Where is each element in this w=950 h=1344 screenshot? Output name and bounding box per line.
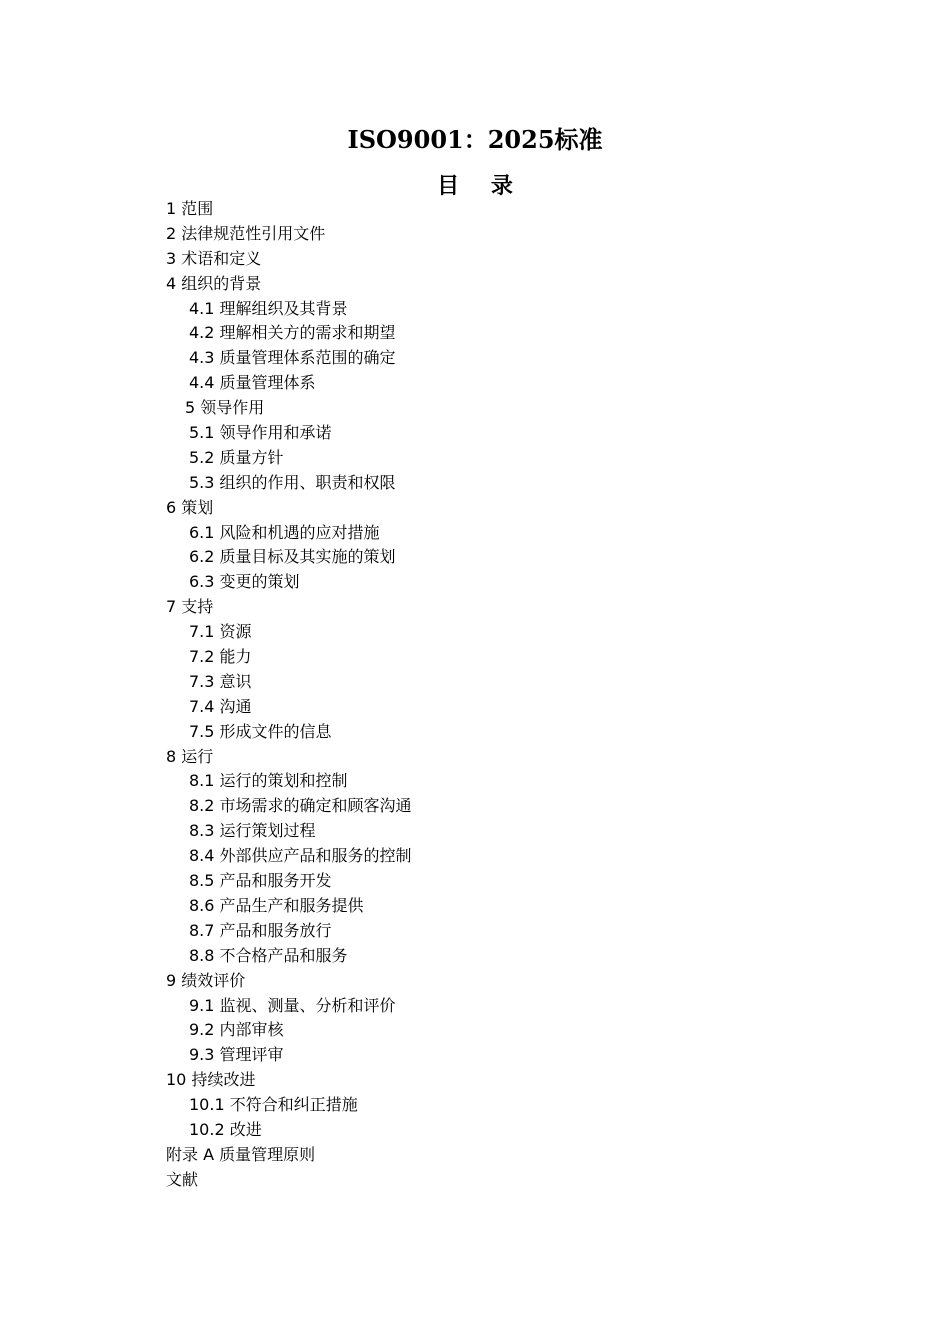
toc-section-entry: 1 范围 bbox=[166, 199, 214, 218]
toc-subsection-entry: 7.4 沟通 bbox=[189, 696, 252, 716]
toc-subsection-entry: 8.1 运行的策划和控制 bbox=[189, 771, 348, 791]
toc-section-entry: 8 运行 bbox=[166, 746, 214, 766]
toc-subsection-entry: 5.1 领导作用和承诺 bbox=[189, 423, 332, 443]
toc-subsection-entry: 6.3 变更的策划 bbox=[189, 572, 300, 592]
toc-subsection-entry: 7.2 能力 bbox=[189, 647, 252, 667]
toc-subsection-entry: 9.3 管理评审 bbox=[189, 1045, 284, 1065]
toc-subsection-entry: 8.7 产品和服务放行 bbox=[189, 920, 332, 940]
toc-subsection-entry: 8.3 运行策划过程 bbox=[189, 821, 316, 841]
toc-section-entry: 6 策划 bbox=[166, 497, 214, 517]
toc-subsection-entry: 7.3 意识 bbox=[189, 671, 252, 691]
toc-section-entry: 文献 bbox=[166, 1169, 199, 1189]
toc-subsection-entry: 8.2 市场需求的确定和顾客沟通 bbox=[189, 796, 412, 816]
toc-subsection-entry: 4.3 质量管理体系范围的确定 bbox=[189, 348, 396, 368]
toc-section-entry: 9 绩效评价 bbox=[166, 970, 246, 990]
toc-subsection-entry: 9.2 内部审核 bbox=[189, 1020, 284, 1040]
toc-subsection-entry: 5.2 质量方针 bbox=[189, 447, 284, 467]
document-title: ISO9001：2025标准 bbox=[347, 125, 603, 154]
toc-section-entry: 4 组织的背景 bbox=[166, 273, 262, 293]
toc-section-entry: 5 领导作用 bbox=[185, 398, 265, 418]
toc-heading: 目 录 bbox=[437, 173, 525, 199]
toc-section-entry: 10 持续改进 bbox=[166, 1070, 256, 1090]
toc-subsection-entry: 10.1 不符合和纠正措施 bbox=[189, 1095, 358, 1115]
toc-subsection-entry: 6.1 风险和机遇的应对措施 bbox=[189, 522, 380, 542]
toc-subsection-entry: 8.4 外部供应产品和服务的控制 bbox=[189, 846, 412, 866]
toc-subsection-entry: 10.2 改进 bbox=[189, 1119, 262, 1139]
toc-subsection-entry: 6.2 质量目标及其实施的策划 bbox=[189, 547, 396, 567]
toc-subsection-entry: 4.4 质量管理体系 bbox=[189, 373, 316, 393]
toc-section-entry: 3 术语和定义 bbox=[166, 248, 262, 268]
toc-subsection-entry: 5.3 组织的作用、职责和权限 bbox=[189, 472, 396, 492]
table-of-contents bbox=[166, 197, 412, 1193]
toc-subsection-entry: 8.6 产品生产和服务提供 bbox=[189, 895, 364, 915]
toc-subsection-entry: 8.8 不合格产品和服务 bbox=[189, 945, 348, 965]
toc-section-entry: 附录 A 质量管理原则 bbox=[166, 1144, 316, 1164]
toc-subsection-entry: 4.2 理解相关方的需求和期望 bbox=[189, 323, 396, 343]
toc-section-entry: 2 法律规范性引用文件 bbox=[166, 223, 326, 243]
toc-subsection-entry: 7.1 资源 bbox=[189, 622, 252, 642]
toc-section-entry: 7 支持 bbox=[166, 597, 214, 617]
toc-subsection-entry: 9.1 监视、测量、分析和评价 bbox=[189, 995, 396, 1015]
toc-subsection-entry: 8.5 产品和服务开发 bbox=[189, 871, 332, 891]
toc-subsection-entry: 4.1 理解组织及其背景 bbox=[189, 298, 348, 318]
toc-subsection-entry: 7.5 形成文件的信息 bbox=[189, 721, 332, 741]
